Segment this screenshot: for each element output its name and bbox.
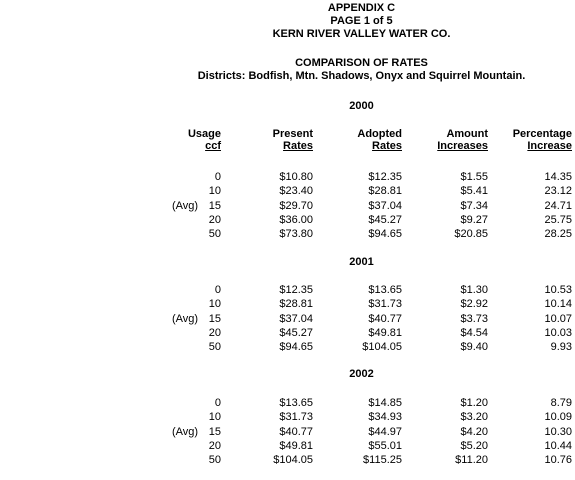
cell-pct: 10.44 <box>544 439 572 452</box>
cell-adopted: $13.65 <box>368 284 402 296</box>
cell-present: $104.05 <box>273 454 313 467</box>
column-header-bottom: Increase <box>527 140 572 152</box>
column-header-top: Present <box>272 128 313 140</box>
cell-usage: 20 <box>208 439 221 452</box>
column-header-bottom: Rates <box>372 140 402 152</box>
cell-adopted: $44.97 <box>368 425 402 438</box>
cell-usage: 10 <box>208 185 221 198</box>
column-header-bottom: Increases <box>437 140 488 152</box>
section-year-2002: 2002 <box>349 368 374 380</box>
cell-pct: 28.25 <box>544 228 572 241</box>
cell-adopted: $28.81 <box>368 185 402 198</box>
cell-adopted: $115.25 <box>363 454 402 467</box>
districts-line: Districts: Bodfish, Mtn. Shadows, Onyx and Squirrel Mountain. <box>197 70 526 82</box>
report-title: COMPARISON OF RATES <box>295 57 428 69</box>
cell-usage: 50 <box>208 341 221 354</box>
cell-adopted: $37.04 <box>368 199 402 212</box>
cell-pct: 10.30 <box>544 425 572 438</box>
column-header-top: Adopted <box>357 128 402 140</box>
cell-usage: 15 <box>208 199 221 212</box>
cell-amount: $1.20 <box>460 397 488 409</box>
cell-amount: $2.92 <box>460 298 488 311</box>
cell-usage: 20 <box>208 326 221 339</box>
cell-present: $94.65 <box>279 341 313 354</box>
cell-present: $12.35 <box>279 284 313 296</box>
cell-amount: $5.41 <box>460 185 488 198</box>
cell-present: $29.70 <box>279 199 313 212</box>
cell-amount: $5.20 <box>460 439 488 452</box>
column-header-pct <box>513 128 572 152</box>
cell-pct: 10.09 <box>544 411 572 424</box>
cell-pct: 10.14 <box>544 298 572 311</box>
cell-usage: 0 <box>214 284 221 296</box>
cell-pct: 10.76 <box>544 454 572 467</box>
cell-adopted: $104.05 <box>362 341 402 354</box>
cell-amount: $1.30 <box>460 284 488 296</box>
column-header-present <box>273 128 313 152</box>
cell-usage: 50 <box>208 228 221 241</box>
cell-usage: 20 <box>208 213 221 226</box>
cell-adopted: $34.93 <box>368 411 402 424</box>
column-header-usage <box>188 128 221 152</box>
cell-present: $49.81 <box>279 439 313 452</box>
cell-pct: 10.07 <box>544 312 572 325</box>
cell-pct: 23.12 <box>544 185 572 198</box>
cell-present: $40.77 <box>279 425 313 438</box>
column-header-amount <box>437 128 488 152</box>
appendix-title: APPENDIX C <box>327 2 396 14</box>
cell-pct: 9.93 <box>550 341 572 354</box>
cell-usage: 0 <box>214 171 221 183</box>
cell-usage: 10 <box>208 298 221 311</box>
cell-amount: $20.85 <box>454 228 488 241</box>
column-header-bottom: ccf <box>205 140 221 152</box>
cell-usage: 15 <box>208 312 221 325</box>
column-header-bottom: Rates <box>283 140 313 152</box>
cell-usage: 15 <box>208 425 221 438</box>
section-year-2000: 2000 <box>349 100 374 112</box>
cell-pct: 10.53 <box>544 284 572 296</box>
cell-present: $31.73 <box>279 411 313 424</box>
cell-adopted: $45.27 <box>368 213 402 226</box>
cell-adopted: $40.77 <box>368 312 402 325</box>
cell-pct: 10.03 <box>544 326 572 339</box>
cell-present: $10.80 <box>279 171 313 183</box>
cell-usage: 0 <box>214 397 221 409</box>
cell-present: $45.27 <box>279 326 313 339</box>
cell-adopted: $14.85 <box>368 397 402 409</box>
cell-usage: 10 <box>208 411 221 424</box>
cell-present: $28.81 <box>279 298 313 311</box>
avg-label: (Avg) <box>172 425 199 438</box>
column-header-top: Amount <box>446 128 488 140</box>
cell-adopted: $49.81 <box>368 326 402 339</box>
cell-amount: $11.20 <box>455 454 488 467</box>
cell-adopted: $55.01 <box>368 439 402 452</box>
section-year-2001: 2001 <box>349 256 374 268</box>
cell-present: $36.00 <box>279 213 313 226</box>
cell-usage: 50 <box>208 454 221 467</box>
cell-amount: $7.34 <box>460 199 488 212</box>
cell-present: $73.80 <box>279 228 313 241</box>
company-name: KERN RIVER VALLEY WATER CO. <box>272 28 451 40</box>
cell-amount: $3.20 <box>460 411 488 424</box>
cell-present: $13.65 <box>279 397 313 409</box>
column-header-top: Percentage <box>512 128 572 140</box>
cell-amount: $4.20 <box>460 425 488 438</box>
cell-amount: $3.73 <box>460 312 488 325</box>
page-number: PAGE 1 of 5 <box>330 15 393 27</box>
avg-label: (Avg) <box>172 312 199 325</box>
cell-pct: 14.35 <box>544 171 572 183</box>
cell-present: $23.40 <box>279 185 313 198</box>
avg-label: (Avg) <box>172 199 199 212</box>
cell-adopted: $31.73 <box>368 298 402 311</box>
cell-pct: 8.79 <box>550 397 572 409</box>
column-header-adopted <box>357 128 402 152</box>
column-header-top: Usage <box>187 128 221 140</box>
cell-adopted: $12.35 <box>368 171 402 183</box>
cell-pct: 25.75 <box>544 213 572 226</box>
cell-amount: $4.54 <box>460 326 488 339</box>
cell-amount: $9.27 <box>460 213 488 226</box>
cell-present: $37.04 <box>279 312 313 325</box>
cell-amount: $1.55 <box>460 171 488 183</box>
cell-adopted: $94.65 <box>368 228 402 241</box>
cell-amount: $9.40 <box>460 341 488 354</box>
cell-pct: 24.71 <box>544 199 572 212</box>
